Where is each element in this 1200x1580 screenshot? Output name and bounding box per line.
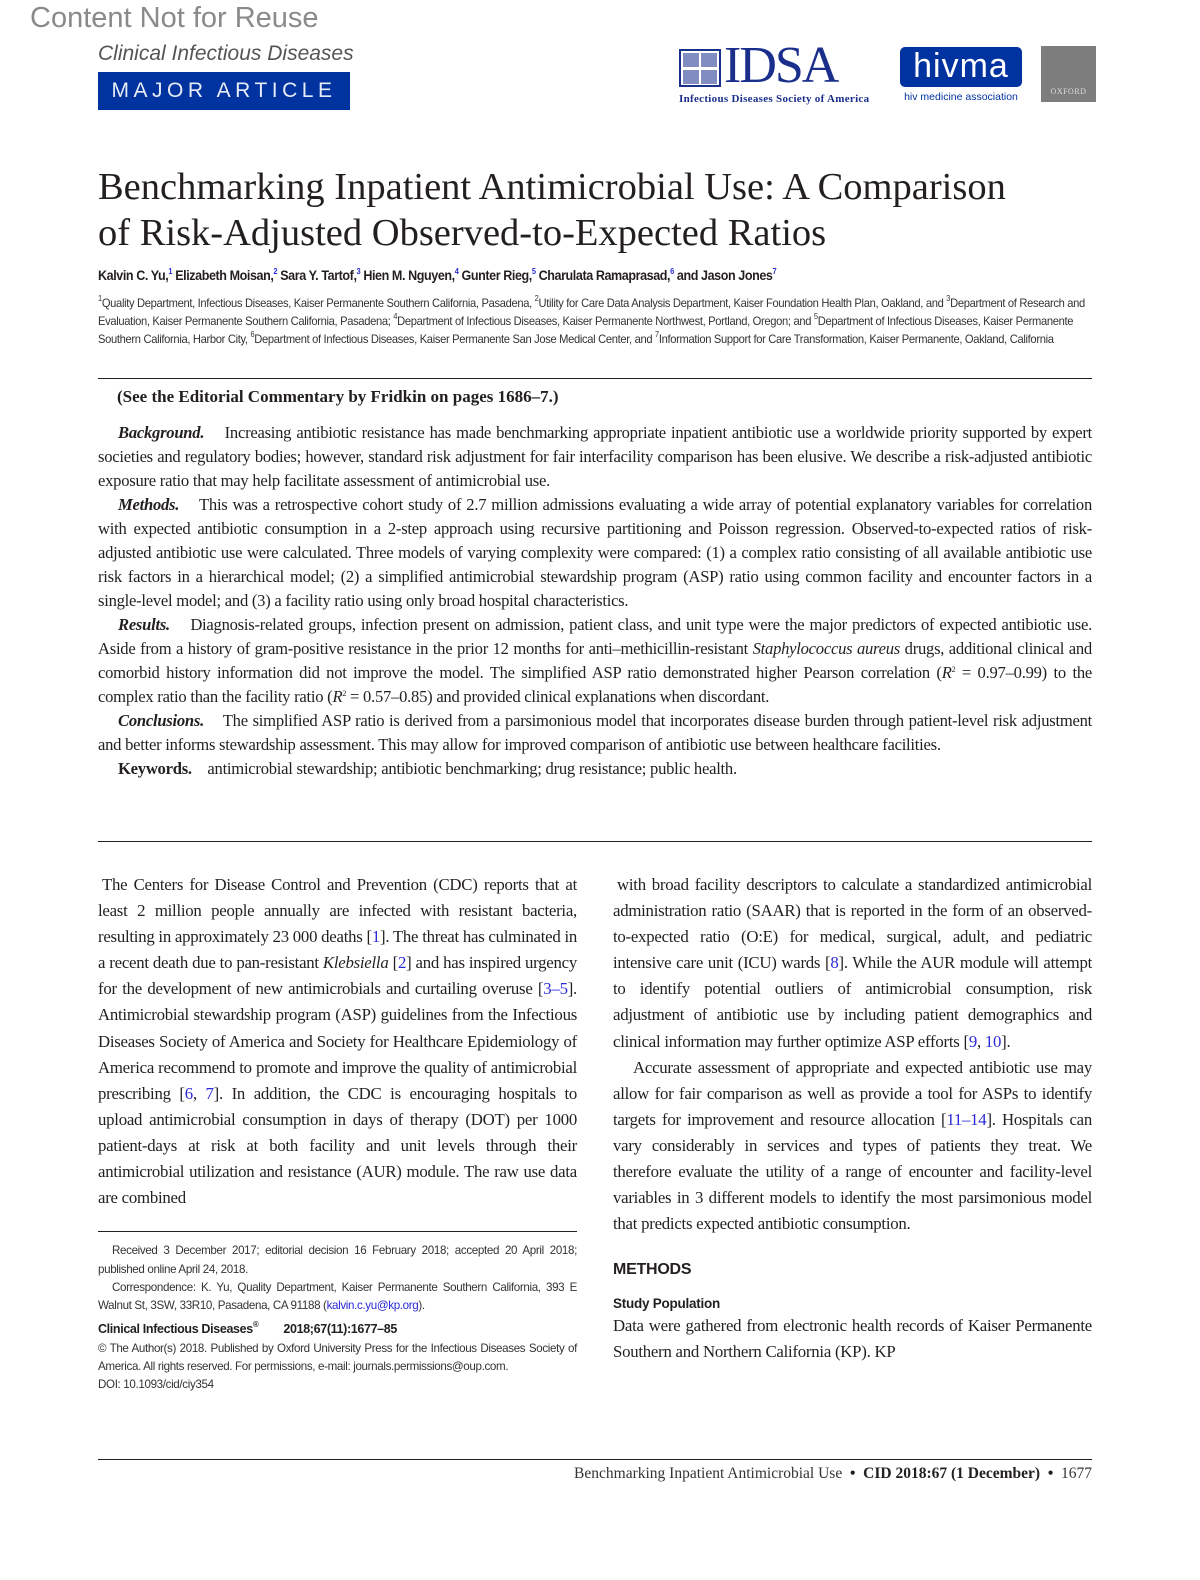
watermark: Content Not for Reuse — [30, 2, 319, 34]
affiliation-marker: 3 — [946, 294, 951, 303]
hivma-logo-text: hivma — [900, 47, 1022, 87]
paragraph — [98, 872, 577, 1211]
title-line: Benchmarking Inpatient Antimicrobial Use: A Comparison — [98, 166, 1006, 208]
author-name: Kalvin C. Yu, — [98, 268, 169, 283]
article-title — [98, 164, 1098, 256]
affiliation-text: Quality Department, Infectious Diseases, Kaiser Permanente Southern California, Pasadena, — [101, 296, 535, 310]
body-text: ]. The threat has culminated in a recent death due to pan-resistant — [98, 927, 577, 973]
right-column-text — [613, 872, 1092, 1237]
section-label: Background. — [118, 423, 205, 442]
divider — [98, 378, 1092, 379]
author-name: Elizabeth Moisan, — [175, 268, 274, 283]
section-label: Methods. — [118, 495, 180, 514]
affiliation-marker: 5 — [813, 312, 818, 321]
editorial-note: (See the Editorial Commentary by Fridkin on pages 1686–7.) — [117, 387, 559, 406]
page-number: 1677 — [1061, 1465, 1092, 1482]
abstract-results: Results. Diagnosis-related groups, infection present on admission, patient class, and unit type were the major predictors of expected antibiotic use. Aside from a history of gram-positive resistance in the prior 12 months for anti–methicillin-resistant Staphylococcus aureus drugs, additional clinical and comorbid history information did not improve the model. The simplified ASP ratio demonstrated higher Pearson correlation $(R^2 = 0.97-0.99)$ to the complex ratio than the facility ratio $(R^2 = 0.57-0.85)$ and provided clinical explanations when discordant. — [98, 615, 1092, 706]
author-name: Hien M. Nguyen, — [363, 268, 455, 283]
citation: 2018;67(11):1677–85 — [283, 1322, 397, 1337]
affiliation-marker: 2 — [273, 267, 278, 276]
abstract-text: drugs, additional clinical and comorbid history information did not improve the model. The simplified ASP ratio demonstrated higher Pearson correlation ( — [98, 639, 1092, 682]
idsa-logo — [676, 37, 888, 106]
abstract-text: Increasing antibiotic resistance has made benchmarking appropriate inpatient antibiotic use a worldwide priority supported by expert societies and regulatory bodies; however, standard risk adjustment for fair interfacility comparison has been elusive. We describe a risk-adjusted antibiotic exposure ratio that may help facilitate assessment of antimicrobial use. — [98, 423, 1092, 490]
abstract-text: Diagnosis-related groups, infection present on admission, patient class, and unit type were the major predictors of expected antibiotic use. Aside from a history of gram-positive resistance in the prior 12 months for anti–methicillin-resistant — [98, 615, 1092, 658]
idsa-logo-text: IDSA — [724, 37, 838, 94]
hivma-logo — [900, 47, 1022, 104]
correspondence-text: Correspondence: K. Yu, Quality Department, Kaiser Permanente Southern California, 393 E Walnut St, 3SW, 33R10, Pasadena, CA 91188 ( — [98, 1280, 577, 1313]
body-right-column — [613, 872, 1092, 1366]
paragraph — [613, 1055, 1092, 1238]
affiliation-marker: 4 — [454, 267, 459, 276]
citation-link[interactable]: 10 — [984, 1031, 1002, 1051]
author-name: Sara Y. Tartof, — [280, 268, 357, 283]
affiliation-marker: 6 — [250, 330, 255, 339]
footer-divider — [98, 1459, 1092, 1460]
abstract-text: = 0.57–0.85) and provided clinical explanations when discordant. — [346, 687, 770, 706]
keywords — [98, 757, 1092, 781]
title-line: of Risk-Adjusted Observed-to-Expected Ratios — [98, 212, 827, 254]
running-title: Benchmarking Inpatient Antimicrobial Use — [574, 1465, 843, 1482]
r-squared: R — [332, 687, 343, 706]
body-text: , — [192, 1083, 206, 1103]
affiliation-marker: 5 — [531, 267, 536, 276]
section-label: Conclusions. — [118, 711, 204, 730]
journal-issue: CID 2018:67 (1 December) — [863, 1465, 1041, 1482]
organism-name: Staphylococcus aureus — [752, 639, 901, 658]
affiliation-text: Information Support for Care Transformation, Kaiser Permanente, Oakland, California — [658, 332, 1054, 346]
idsa-logo-subtitle: Infectious Diseases Society of America — [679, 93, 870, 105]
affiliation-marker: 7 — [655, 330, 659, 339]
journal-name: Clinical Infectious Diseases — [98, 1322, 253, 1337]
left-column-text — [98, 872, 577, 1211]
abstract-text: This was a retrospective cohort study of 2.7 million admissions evaluating a wide array of potential explanatory variables for correlation with expected antibiotic consumption in a 2-step approach using recursive partitioning and Poisson regression. Observed-to-expected ratios of risk-adjusted antibiotic use were calculated. Three models of varying complexity were compared: (1) a complex ratio consisting of all available antibiotic use risk factors in a hierarchical model; (2) a simplified antimicrobial stewardship program (ASP) ratio using common facility and encounter factors in a single-level model; and (3) a facility ratio using only broad hospital characteristics. — [98, 495, 1093, 610]
article-type-badge: MAJOR ARTICLE — [98, 72, 350, 110]
affiliation-marker: 4 — [393, 312, 398, 321]
body-text: The Centers for Disease Control and Prevention (CDC) reports that at least 2 million people annually are infected with resistant bacteria, resulting in approximately 23 000 deaths [ — [98, 875, 577, 947]
affiliation-marker: 3 — [356, 267, 361, 276]
abstract-background — [98, 421, 1092, 493]
abstract-text: The simplified ASP ratio is derived from a parsimonious model that incorporates disease burden through patient-level risk adjustment and better informs stewardship assessment. This may allow for improved comparison of antibiotic use between healthcare facilities. — [98, 711, 1092, 754]
citation-link[interactable]: 6 — [184, 1083, 193, 1103]
footnote-divider — [98, 1231, 577, 1232]
body-text: ] and has inspired urgency for the development of new antimicrobials and curtailing overuse [ — [98, 953, 577, 999]
body-text: ]. — [1001, 1031, 1011, 1051]
affiliation-text: Department of Research and Evaluation, Kaiser Permanente Southern California, Pasadena; — [98, 296, 1085, 328]
citation-link[interactable]: 2 — [397, 953, 407, 973]
citation-link[interactable]: 1 — [371, 927, 380, 947]
citation-link[interactable]: 11–14 — [946, 1109, 987, 1129]
body-text: with broad facility descriptors to calculate a standardized antimicrobial administration ratio (SAAR) that is reported in the form of an observed-to-expected ratio (O:E) for medical, surgical, adult, and pediatric intensive care unit (ICU) wards [ — [613, 875, 1092, 973]
author-name: Gunter Rieg, — [461, 268, 532, 283]
affiliation-marker: 1 — [98, 294, 102, 303]
doi: DOI: 10.1093/cid/ciy354 — [98, 1378, 214, 1392]
abstract-conclusions — [98, 709, 1092, 757]
copyright: © The Author(s) 2018. Published by Oxford University Press for the Infectious Diseases Society of America. All rights reserved. For permissions, e-mail: journals.permissions@oup.com. — [98, 1341, 577, 1373]
methods-heading: METHODS — [613, 1261, 692, 1279]
paragraph — [613, 872, 1092, 1055]
abstract — [98, 421, 1092, 781]
affiliation-text: Department of Infectious Diseases, Kaiser Permanente Northwest, Portland, Oregon; and — [397, 314, 814, 328]
body-text: Accurate assessment of appropriate and expected antibiotic use may allow for fair comparison as well as provide a tool for ASPs to identify targets for improvement and resource allocation [ — [613, 1057, 1092, 1129]
body-text: ]. While the AUR module will attempt to identify potential outliers of antimicrobial consumption, risk adjustment of antibiotic use by including patient demographics and clinical information may further optimize ASP efforts [ — [613, 953, 1093, 1051]
section-label: Keywords. — [118, 759, 192, 778]
abstract-text: = 0.97–0.99) to the complex ratio than the facility ratio ( — [98, 663, 1092, 706]
divider — [98, 841, 1092, 842]
citation-link[interactable]: 7 — [205, 1083, 214, 1103]
correspondence — [98, 1279, 577, 1316]
idsa-emblem-icon — [679, 49, 721, 87]
abstract-methods — [98, 493, 1092, 613]
email-link[interactable]: kalvin.c.yu@kp.org — [326, 1299, 419, 1313]
body-left-column — [98, 872, 577, 1395]
citation-link[interactable]: 8 — [830, 953, 839, 973]
body-text: ]. Hospitals can vary considerably in services and types of patients they treat. We therefore evaluate the utility of a range of encounter and facility-level variables in 3 different models to identify the most parsimonious model that predicts expected antibiotic consumption. — [613, 1109, 1093, 1234]
affiliation-marker: 7 — [772, 267, 777, 276]
author-name: and Jason Jones — [676, 268, 773, 283]
section-label: Results. — [118, 615, 170, 634]
citation-link[interactable]: 9 — [968, 1031, 977, 1051]
italic-term: Klebsiella — [322, 953, 389, 973]
oxford-logo: OXFORD — [1041, 46, 1096, 102]
body-text: [ — [388, 953, 398, 973]
affiliation-marker: 1 — [168, 267, 173, 276]
affiliation-text: Utility for Care Data Analysis Department, Kaiser Foundation Health Plan, Oakland, and — [538, 296, 947, 310]
affiliation-text: Department of Infectious Diseases, Kaiser Permanente San Jose Medical Center, and — [254, 332, 656, 346]
body-text: ]. In addition, the CDC is encouraging hospitals to upload antimicrobial consumption in days of therapy (DOT) per 1000 patient-days at risk at both facility and unit levels through their antimicrobial utilization and resistance (AUR) module. The raw use data are combined — [98, 1083, 577, 1208]
journal-name: Clinical Infectious Diseases — [98, 42, 354, 65]
body-text: ]. Antimicrobial stewardship program (ASP) guidelines from the Infectious Diseases Society of America and Society for Healthcare Epidemiology of America recommend to promote and improve the quality of antimicrobial prescribing [ — [98, 979, 577, 1103]
footnotes — [98, 1242, 577, 1394]
author-list — [98, 267, 1028, 285]
affiliations — [98, 294, 1088, 348]
study-population-heading: Study Population — [613, 1296, 720, 1312]
bullet: • — [1047, 1465, 1054, 1482]
bullet: • — [849, 1465, 856, 1482]
registered-mark: ® — [252, 1320, 259, 1330]
author-name: Charulata Ramaprasad, — [538, 268, 671, 283]
body-text: , — [976, 1031, 985, 1051]
affiliation-text: Department of Infectious Diseases, Kaiser Permanente Southern California, Harbor City, — [98, 314, 1074, 346]
journal-citation — [98, 1320, 577, 1338]
methods-text: Data were gathered from electronic health records of Kaiser Permanente Southern and Northern California (KP). KP — [613, 1316, 1092, 1362]
r-squared: R — [941, 663, 952, 682]
keywords-text: antimicrobial stewardship; antibiotic benchmarking; drug resistance; public health. — [207, 759, 737, 778]
received-dates: Received 3 December 2017; editorial decision 16 February 2018; accepted 20 April 2018; published online April 24, 2018. — [98, 1244, 577, 1276]
correspondence-text: ). — [418, 1299, 425, 1313]
citation-link[interactable]: 3–5 — [543, 979, 568, 999]
affiliation-marker: 6 — [670, 267, 674, 276]
affiliation-marker: 2 — [534, 294, 539, 303]
page-footer — [574, 1464, 1092, 1484]
hivma-logo-subtitle: hiv medicine association — [904, 91, 1018, 103]
